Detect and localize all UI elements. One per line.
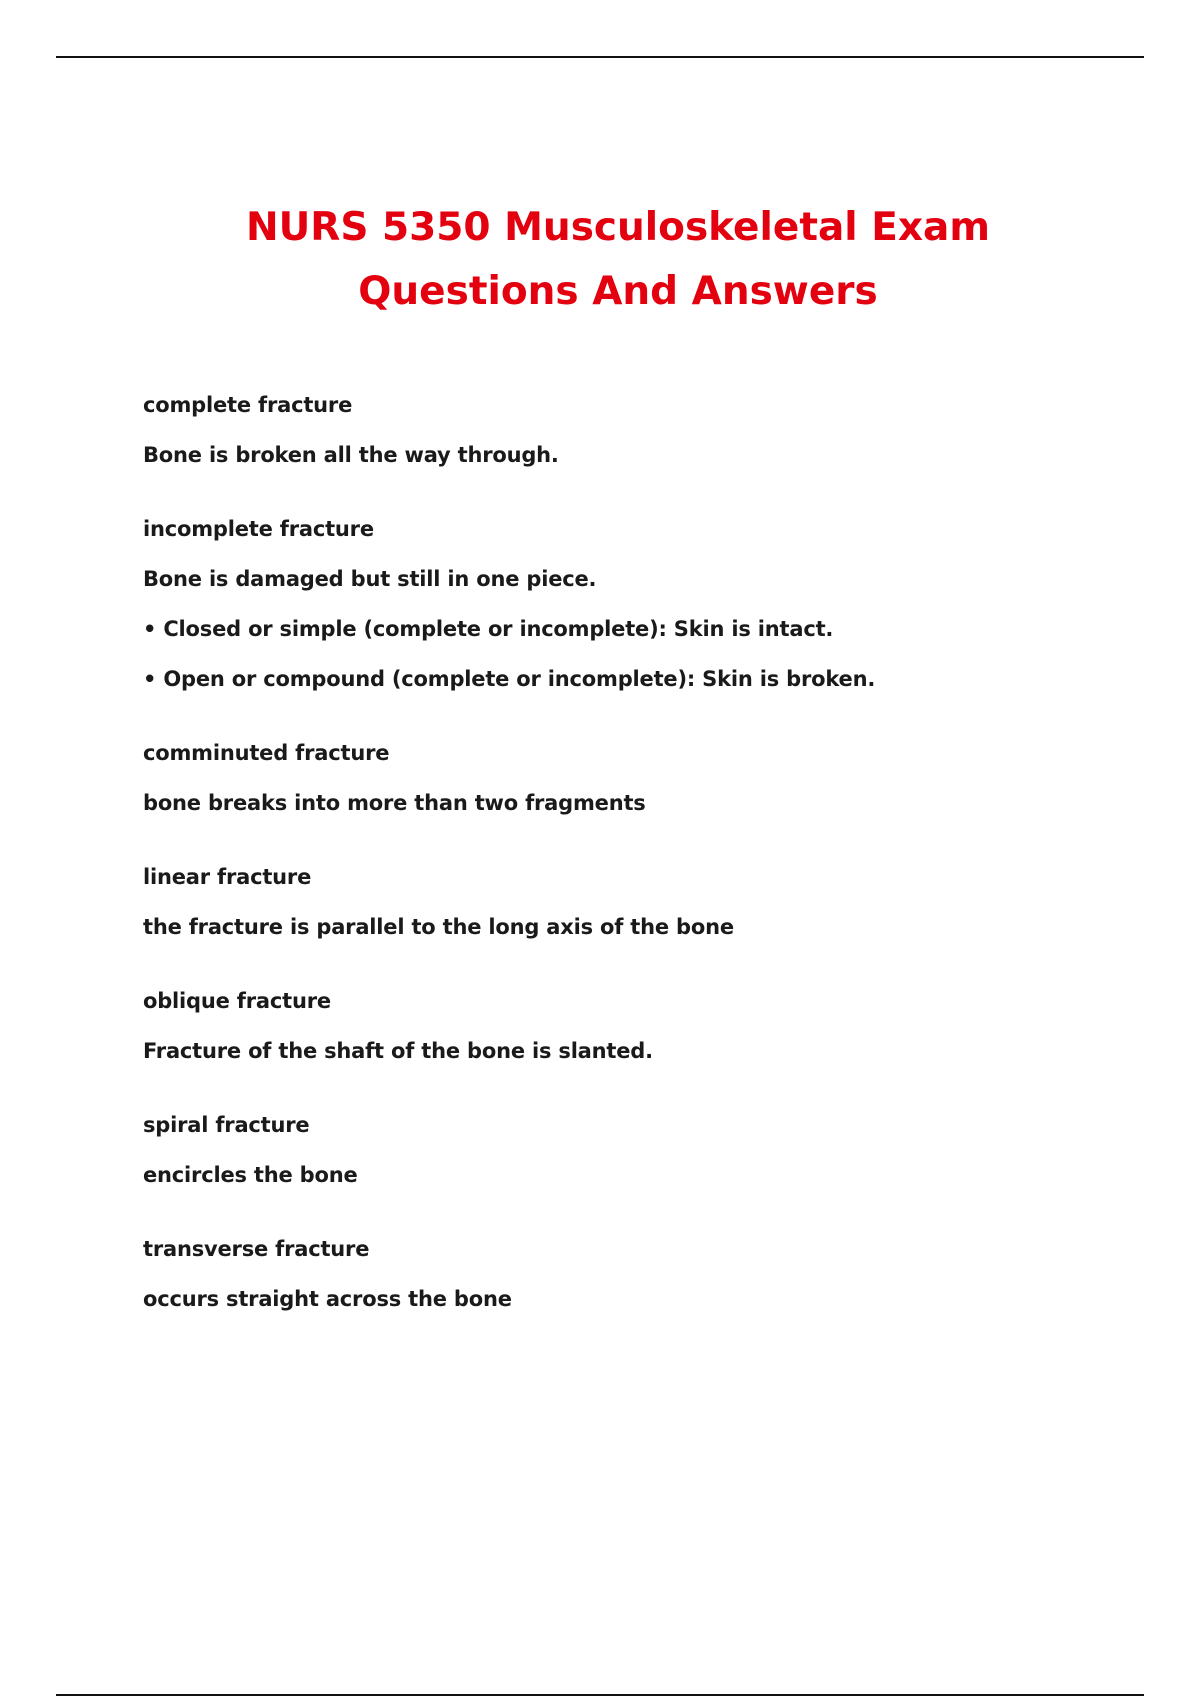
title-line-1: NURS 5350 Musculoskeletal Exam	[246, 205, 990, 250]
footer-rule	[56, 1694, 1144, 1696]
qa-item	[143, 1236, 1143, 1312]
qa-term: spiral fracture	[143, 1113, 310, 1137]
qa-item	[143, 392, 1143, 468]
qa-item	[143, 864, 1143, 940]
qa-term: transverse fracture	[143, 1237, 370, 1261]
qa-item	[143, 1112, 1143, 1188]
qa-term: oblique fracture	[143, 989, 331, 1013]
qa-answer: encircles the bone	[143, 1163, 358, 1187]
header-rule	[56, 56, 1144, 58]
qa-answer: Fracture of the shaft of the bone is slanted.	[143, 1039, 653, 1063]
qa-answer: the fracture is parallel to the long axis of the bone	[143, 915, 734, 939]
qa-term: linear fracture	[143, 865, 312, 889]
qa-list	[143, 392, 1143, 1360]
qa-answer: bone breaks into more than two fragments	[143, 791, 646, 815]
qa-term: complete fracture	[143, 393, 353, 417]
document-title	[0, 196, 1200, 324]
qa-item	[143, 988, 1143, 1064]
qa-answer: Bone is damaged but still in one piece.	[143, 567, 597, 591]
title-line-2: Questions And Answers	[358, 269, 878, 314]
qa-bullet: • Open or compound (complete or incomplete): Skin is broken.	[143, 666, 1143, 692]
qa-term: incomplete fracture	[143, 517, 374, 541]
qa-bullet: • Closed or simple (complete or incomplete): Skin is intact.	[143, 616, 1143, 642]
qa-term: comminuted fracture	[143, 741, 390, 765]
qa-item	[143, 516, 1143, 692]
qa-answer: occurs straight across the bone	[143, 1287, 512, 1311]
qa-answer: Bone is broken all the way through.	[143, 443, 559, 467]
qa-item	[143, 740, 1143, 816]
